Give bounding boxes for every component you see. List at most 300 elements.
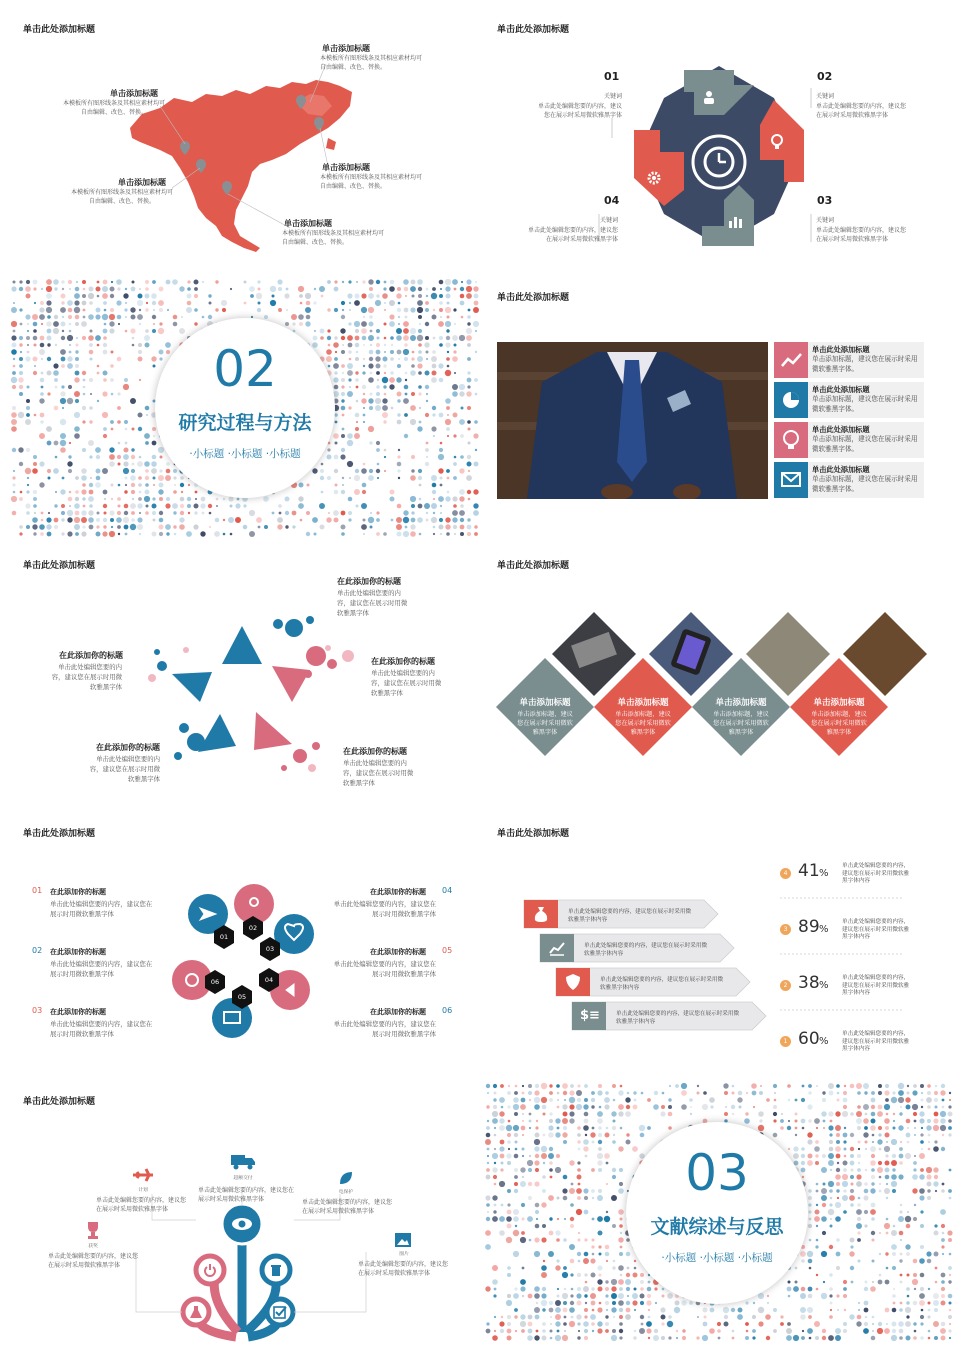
dot [507, 1322, 511, 1326]
dot [801, 1119, 806, 1124]
dot [438, 454, 444, 460]
dot [354, 489, 360, 495]
dot [188, 484, 190, 486]
dot [139, 491, 142, 494]
dot [475, 330, 477, 332]
dot [598, 1133, 602, 1137]
dot [124, 511, 128, 515]
dot [320, 476, 324, 480]
dot [801, 1336, 805, 1340]
dot [361, 328, 367, 334]
dot [494, 1330, 496, 1332]
dot [661, 1315, 666, 1320]
dot [109, 454, 115, 460]
dot [145, 406, 150, 411]
dot [641, 1323, 644, 1326]
dot [419, 407, 421, 409]
dot [46, 279, 52, 285]
dot [33, 287, 36, 290]
dot [576, 1090, 582, 1096]
dot [528, 1196, 532, 1200]
dot [33, 357, 38, 362]
dot [493, 1098, 496, 1101]
dot [19, 357, 23, 361]
dot [934, 1112, 939, 1117]
dot [513, 1216, 519, 1222]
dot [376, 364, 381, 369]
dot [117, 511, 121, 515]
dot [426, 519, 429, 522]
dot [494, 1148, 496, 1150]
dot [348, 406, 351, 409]
dot [208, 315, 212, 319]
dot [117, 315, 122, 320]
dot [124, 525, 129, 530]
dot [494, 1204, 497, 1207]
dot [475, 351, 477, 353]
dot [377, 379, 379, 381]
dot [370, 330, 373, 333]
dot [555, 1335, 561, 1341]
dot [605, 1280, 608, 1283]
dot [158, 300, 164, 306]
dot [949, 1323, 951, 1325]
dot [48, 477, 51, 480]
dot [758, 1293, 764, 1299]
dot [639, 1328, 645, 1334]
dot [272, 512, 275, 515]
dot [773, 1133, 778, 1138]
dot [933, 1293, 939, 1299]
dot [61, 357, 66, 362]
dot [507, 1336, 512, 1341]
dot [486, 1133, 491, 1138]
dot [200, 503, 205, 508]
dot [333, 510, 339, 516]
section-title: 文献综述与反思 [650, 1216, 784, 1238]
dot [391, 407, 394, 410]
dot [913, 1161, 917, 1165]
dot [598, 1266, 603, 1271]
dot [886, 1183, 888, 1185]
dot [927, 1182, 932, 1187]
pie-chart-icon [774, 382, 808, 418]
dot [548, 1195, 554, 1201]
dot [675, 1084, 679, 1088]
dot [474, 420, 478, 424]
dot [384, 302, 386, 304]
dot [410, 524, 415, 529]
dot [356, 505, 359, 508]
dot [431, 356, 437, 362]
dot [144, 496, 150, 502]
dot [32, 314, 38, 320]
slide-title: 单击此处添加标题 [497, 25, 570, 35]
dot [396, 377, 401, 382]
dot [396, 328, 402, 334]
dot [835, 1146, 841, 1152]
dot [836, 1189, 839, 1192]
dot [214, 531, 220, 537]
dot [202, 281, 204, 283]
dot [801, 1098, 805, 1102]
dot [433, 498, 435, 500]
dot [613, 1316, 615, 1318]
dot [445, 524, 450, 529]
dot [562, 1104, 567, 1109]
dot [808, 1315, 812, 1319]
dot [900, 1274, 903, 1277]
dot [445, 307, 451, 313]
dot [69, 351, 72, 354]
dot [459, 391, 464, 396]
dot [640, 1287, 644, 1291]
dot [432, 315, 437, 320]
dot [39, 314, 45, 320]
dot [425, 462, 429, 466]
dot [499, 1181, 505, 1187]
dot [426, 358, 428, 360]
dot [626, 1308, 631, 1313]
dot [765, 1314, 771, 1320]
dot [646, 1321, 652, 1327]
dot [534, 1293, 540, 1299]
dot [285, 322, 289, 326]
dot [131, 483, 135, 487]
dot [25, 419, 31, 425]
dot [605, 1315, 608, 1318]
dot [397, 532, 402, 537]
dot [808, 1154, 813, 1159]
dot [843, 1168, 847, 1172]
dot [39, 524, 45, 530]
dot [467, 371, 470, 374]
item-head: 单击此处添加标题 [812, 425, 870, 434]
dot [181, 316, 183, 318]
dot [486, 1126, 490, 1130]
dot [194, 308, 198, 312]
dot [88, 335, 94, 341]
dot [27, 344, 29, 346]
dot [906, 1252, 910, 1256]
dot [13, 491, 16, 494]
dot [857, 1091, 861, 1095]
dot [843, 1133, 848, 1138]
dot [460, 434, 464, 438]
item-key: 关键词 [816, 93, 835, 100]
dot [132, 463, 135, 466]
slide-photo-list [484, 278, 956, 540]
dot [648, 1337, 650, 1339]
dot [709, 1097, 715, 1103]
dot [34, 344, 37, 347]
dot [920, 1133, 923, 1136]
dot [124, 448, 129, 453]
dot [425, 322, 429, 326]
dot [362, 336, 367, 341]
dot [591, 1287, 594, 1290]
dot [807, 1307, 813, 1313]
dot [46, 517, 51, 522]
dot [780, 1126, 784, 1130]
dot [499, 1321, 504, 1326]
dot [363, 365, 365, 367]
dot [569, 1111, 574, 1116]
dot [27, 477, 29, 479]
dot [180, 476, 184, 480]
dot [473, 503, 478, 508]
dot [877, 1328, 883, 1334]
dot [417, 517, 423, 523]
dot [368, 363, 373, 368]
dot [146, 302, 148, 304]
dot [384, 323, 387, 326]
dot [68, 385, 72, 389]
dot [180, 497, 185, 502]
dot [885, 1098, 889, 1102]
dot [549, 1119, 553, 1123]
dot [905, 1097, 910, 1102]
item-number: 03 [817, 194, 833, 207]
dot [914, 1155, 916, 1157]
dot [158, 475, 164, 481]
dot [928, 1316, 931, 1319]
dot [590, 1314, 596, 1320]
item-text: 单击此处编辑您要的内容，建议您在展示时用微软雅黑字体 [337, 589, 408, 617]
dot [919, 1258, 925, 1264]
dot [606, 1127, 609, 1130]
dot [913, 1217, 917, 1221]
dot [97, 295, 100, 298]
slide-title: 单击此处添加标题 [497, 561, 570, 571]
dot [808, 1294, 813, 1299]
dot [411, 357, 414, 360]
trash-icon [269, 1263, 283, 1277]
dot [920, 1315, 924, 1319]
dot [459, 510, 465, 516]
dot [452, 496, 457, 501]
dot [800, 1314, 806, 1320]
hex-label: 04 [264, 976, 274, 984]
dot [780, 1315, 783, 1318]
dot [725, 1106, 727, 1108]
dot [487, 1155, 489, 1157]
dot [249, 510, 255, 516]
dot [941, 1189, 944, 1192]
dot [822, 1091, 825, 1094]
slide-hex-flower [10, 814, 482, 1076]
dot [19, 336, 23, 340]
dot [439, 413, 444, 418]
dot [403, 398, 409, 404]
dot [411, 455, 415, 459]
dot [74, 433, 80, 439]
dot [857, 1203, 860, 1206]
icon-text: 单击此处编辑您要的内容，建议您在展示时采用微软雅黑字体 [198, 1187, 295, 1203]
dot [41, 323, 43, 325]
dot [667, 1321, 673, 1327]
dot [934, 1252, 939, 1257]
dot [612, 1084, 616, 1088]
dot [864, 1189, 869, 1194]
dot [26, 336, 30, 340]
dot [836, 1182, 840, 1186]
dot [905, 1307, 911, 1313]
dot [439, 525, 444, 530]
dot [870, 1188, 875, 1193]
dot [941, 1294, 945, 1298]
dot [138, 476, 142, 480]
dot [844, 1309, 846, 1311]
dot [557, 1197, 560, 1200]
item-key: 关键词 [599, 217, 618, 224]
dot [851, 1281, 854, 1284]
dot [879, 1176, 882, 1179]
dot [356, 281, 358, 283]
dot [12, 385, 16, 389]
dot [347, 391, 353, 397]
dot [60, 349, 66, 355]
dot [81, 517, 87, 523]
dot [39, 461, 44, 466]
dot [418, 476, 422, 480]
dot [355, 336, 360, 341]
dot [907, 1085, 909, 1087]
dot [640, 1280, 644, 1284]
dot [605, 1133, 610, 1138]
dot [557, 1106, 560, 1109]
dot [467, 322, 470, 325]
dot [223, 498, 226, 501]
dot [390, 490, 395, 495]
dollar-list-icon: $≡ [580, 1008, 600, 1023]
dot [152, 504, 157, 509]
dot [949, 1092, 951, 1094]
dot [419, 421, 422, 424]
dot [264, 315, 268, 319]
dot [919, 1293, 925, 1299]
dot [718, 1337, 721, 1340]
dot [180, 511, 184, 515]
dot [583, 1146, 588, 1151]
dot [710, 1105, 713, 1108]
dot [125, 288, 127, 290]
dot [555, 1132, 560, 1137]
dot [907, 1141, 910, 1144]
dot [564, 1099, 566, 1101]
dot [33, 329, 37, 333]
dot [723, 1307, 729, 1313]
dot [158, 489, 163, 494]
dot [577, 1336, 580, 1339]
dot [60, 307, 66, 313]
dot [418, 392, 421, 395]
dot [68, 280, 72, 284]
dot [432, 406, 436, 410]
dot [362, 490, 366, 494]
dot [398, 477, 400, 479]
dot [856, 1223, 862, 1229]
dot [828, 1181, 834, 1187]
dot [474, 294, 479, 299]
dot [940, 1125, 946, 1131]
dot [47, 441, 52, 446]
dot [871, 1168, 875, 1172]
dot [20, 491, 23, 494]
dot [278, 308, 282, 312]
dot [808, 1084, 812, 1088]
dot [843, 1098, 848, 1103]
dot [535, 1224, 540, 1229]
dot [697, 1085, 699, 1087]
dot [492, 1335, 498, 1341]
dot [612, 1140, 616, 1144]
dot [577, 1133, 581, 1137]
dot [592, 1197, 594, 1199]
dot [467, 462, 472, 467]
dot [194, 287, 198, 291]
dot [306, 301, 311, 306]
dot [410, 370, 416, 376]
dot [53, 363, 58, 368]
dot [341, 336, 345, 340]
dot [440, 505, 442, 507]
dot [299, 294, 303, 298]
dot [576, 1188, 582, 1194]
dot [864, 1224, 867, 1227]
dot [795, 1099, 798, 1102]
dot [793, 1335, 799, 1341]
dot [858, 1260, 861, 1263]
dot [419, 484, 422, 487]
dot [907, 1127, 909, 1129]
dot [919, 1118, 924, 1123]
dot [682, 1329, 685, 1332]
dot [507, 1266, 511, 1270]
dot [54, 504, 57, 507]
dot [618, 1265, 624, 1271]
dot [89, 483, 93, 487]
item-head: 单击此处添加标题 [812, 385, 870, 394]
dot [900, 1302, 903, 1305]
stat-value: 38 [798, 973, 820, 993]
slide-section-02 [10, 278, 482, 540]
dot [634, 1330, 636, 1332]
dot [327, 308, 330, 311]
dot [815, 1154, 818, 1157]
dot [419, 533, 422, 536]
dot [300, 519, 303, 522]
dot [933, 1300, 939, 1306]
dot [447, 491, 450, 494]
dot [564, 1330, 566, 1332]
dot [900, 1204, 902, 1206]
dot [653, 1104, 659, 1110]
dot [376, 469, 380, 473]
dot [948, 1119, 952, 1123]
dot [788, 1295, 791, 1298]
dot [376, 532, 380, 536]
dot [948, 1280, 951, 1283]
dot [130, 503, 136, 509]
dot [417, 307, 423, 313]
dot [830, 1225, 833, 1228]
dot [920, 1245, 924, 1249]
dot [892, 1294, 896, 1298]
dot [33, 504, 37, 508]
dot [82, 280, 86, 284]
dot [376, 441, 380, 445]
